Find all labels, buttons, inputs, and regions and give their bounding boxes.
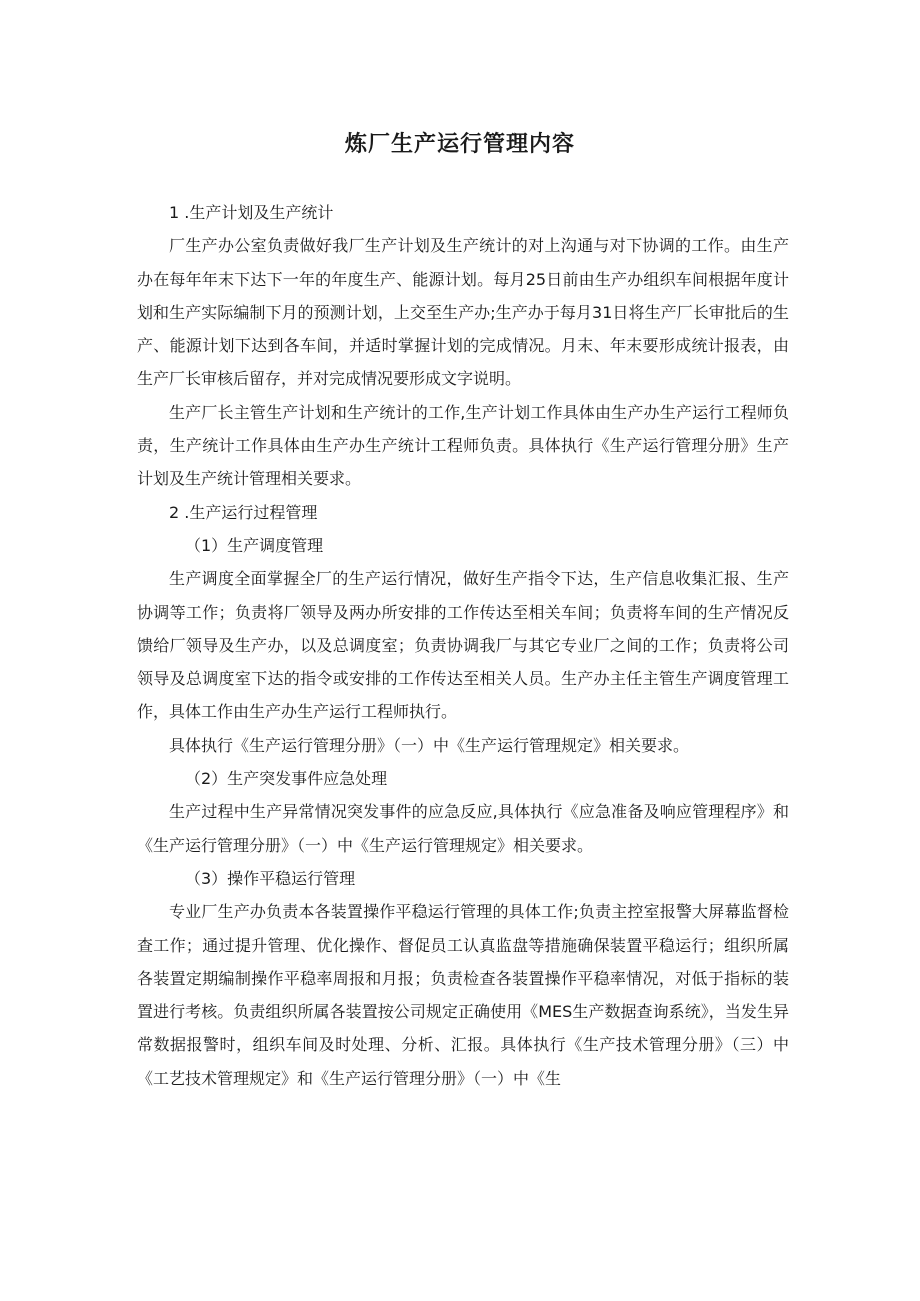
document-title: 炼厂生产运行管理内容 [344,132,575,157]
document-body [137,196,789,1095]
paragraph: 具体执行《生产运行管理分册》（一）中《生产运行管理规定》相关要求。 [169,735,690,755]
section-heading-2: 2 .生产运行过程管理 [169,502,318,522]
subsection-heading-2: （2）生产突发事件应急处理 [185,769,388,789]
paragraph: 专业厂生产办负责本各装置操作平稳运行管理的具体工作;负责主控室报警大屏幕监督检查工作；通过提升管理、优化操作、督促员工认真监盘等措施确保装置平稳运行；组织所属各装置定期编制操作平稳率周报和月报；负责检查各装置操作平稳率情况，对低于指标的装置进行考核。负责组织所属各装置按公司规定正确使用《MES生产数据查询系统》，当发生异常数据报警时，组织车间及时处理、分析、汇报。具体执行《生产技术管理分册》（三）中《工艺技术管理规定》和《生产运行管理分册》（一）中《生 [137,902,789,1088]
paragraph: 生产调度全面掌握全厂的生产运行情况，做好生产指令下达，生产信息收集汇报、生产协调等工作；负责将厂领导及两办所安排的工作传达至相关车间；负责将车间的生产情况反馈给厂领导及生产办，以及总调度室；负责协调我厂与其它专业厂之间的工作；负责将公司领导及总调度室下达的指令或安排的工作传达至相关人员。生产办主任主管生产调度管理工作，具体工作由生产办生产运行工程师执行。 [137,569,789,722]
paragraph: 厂生产办公室负责做好我厂生产计划及生产统计的对上沟通与对下协调的工作。由生产办在每年年末下达下一年的年度生产、能源计划。每月25日前由生产办组织车间根据年度计划和生产实际编制下月的预测计划，上交至生产办;生产办于每月31日将生产厂长审批后的生产、能源计划下达到各车间，并适时掌握计划的完成情况。月末、年末要形成统计报表，由生产厂长审核后留存，并对完成情况要形成文字说明。 [137,236,789,389]
subsection-heading-1: （1）生产调度管理 [185,535,324,555]
section-heading-1: 1 .生产计划及生产统计 [169,203,334,222]
paragraph: 生产过程中生产异常情况突发事件的应急反应,具体执行《应急准备及响应管理程序》和《生产运行管理分册》（一）中《生产运行管理规定》相关要求。 [137,802,789,855]
paragraph: 生产厂长主管生产计划和生产统计的工作,生产计划工作具体由生产办生产运行工程师负责，生产统计工作具体由生产办生产统计工程师负责。具体执行《生产运行管理分册》生产计划及生产统计管理相关要求。 [137,402,789,489]
subsection-heading-3: （3）操作平稳运行管理 [185,868,356,888]
